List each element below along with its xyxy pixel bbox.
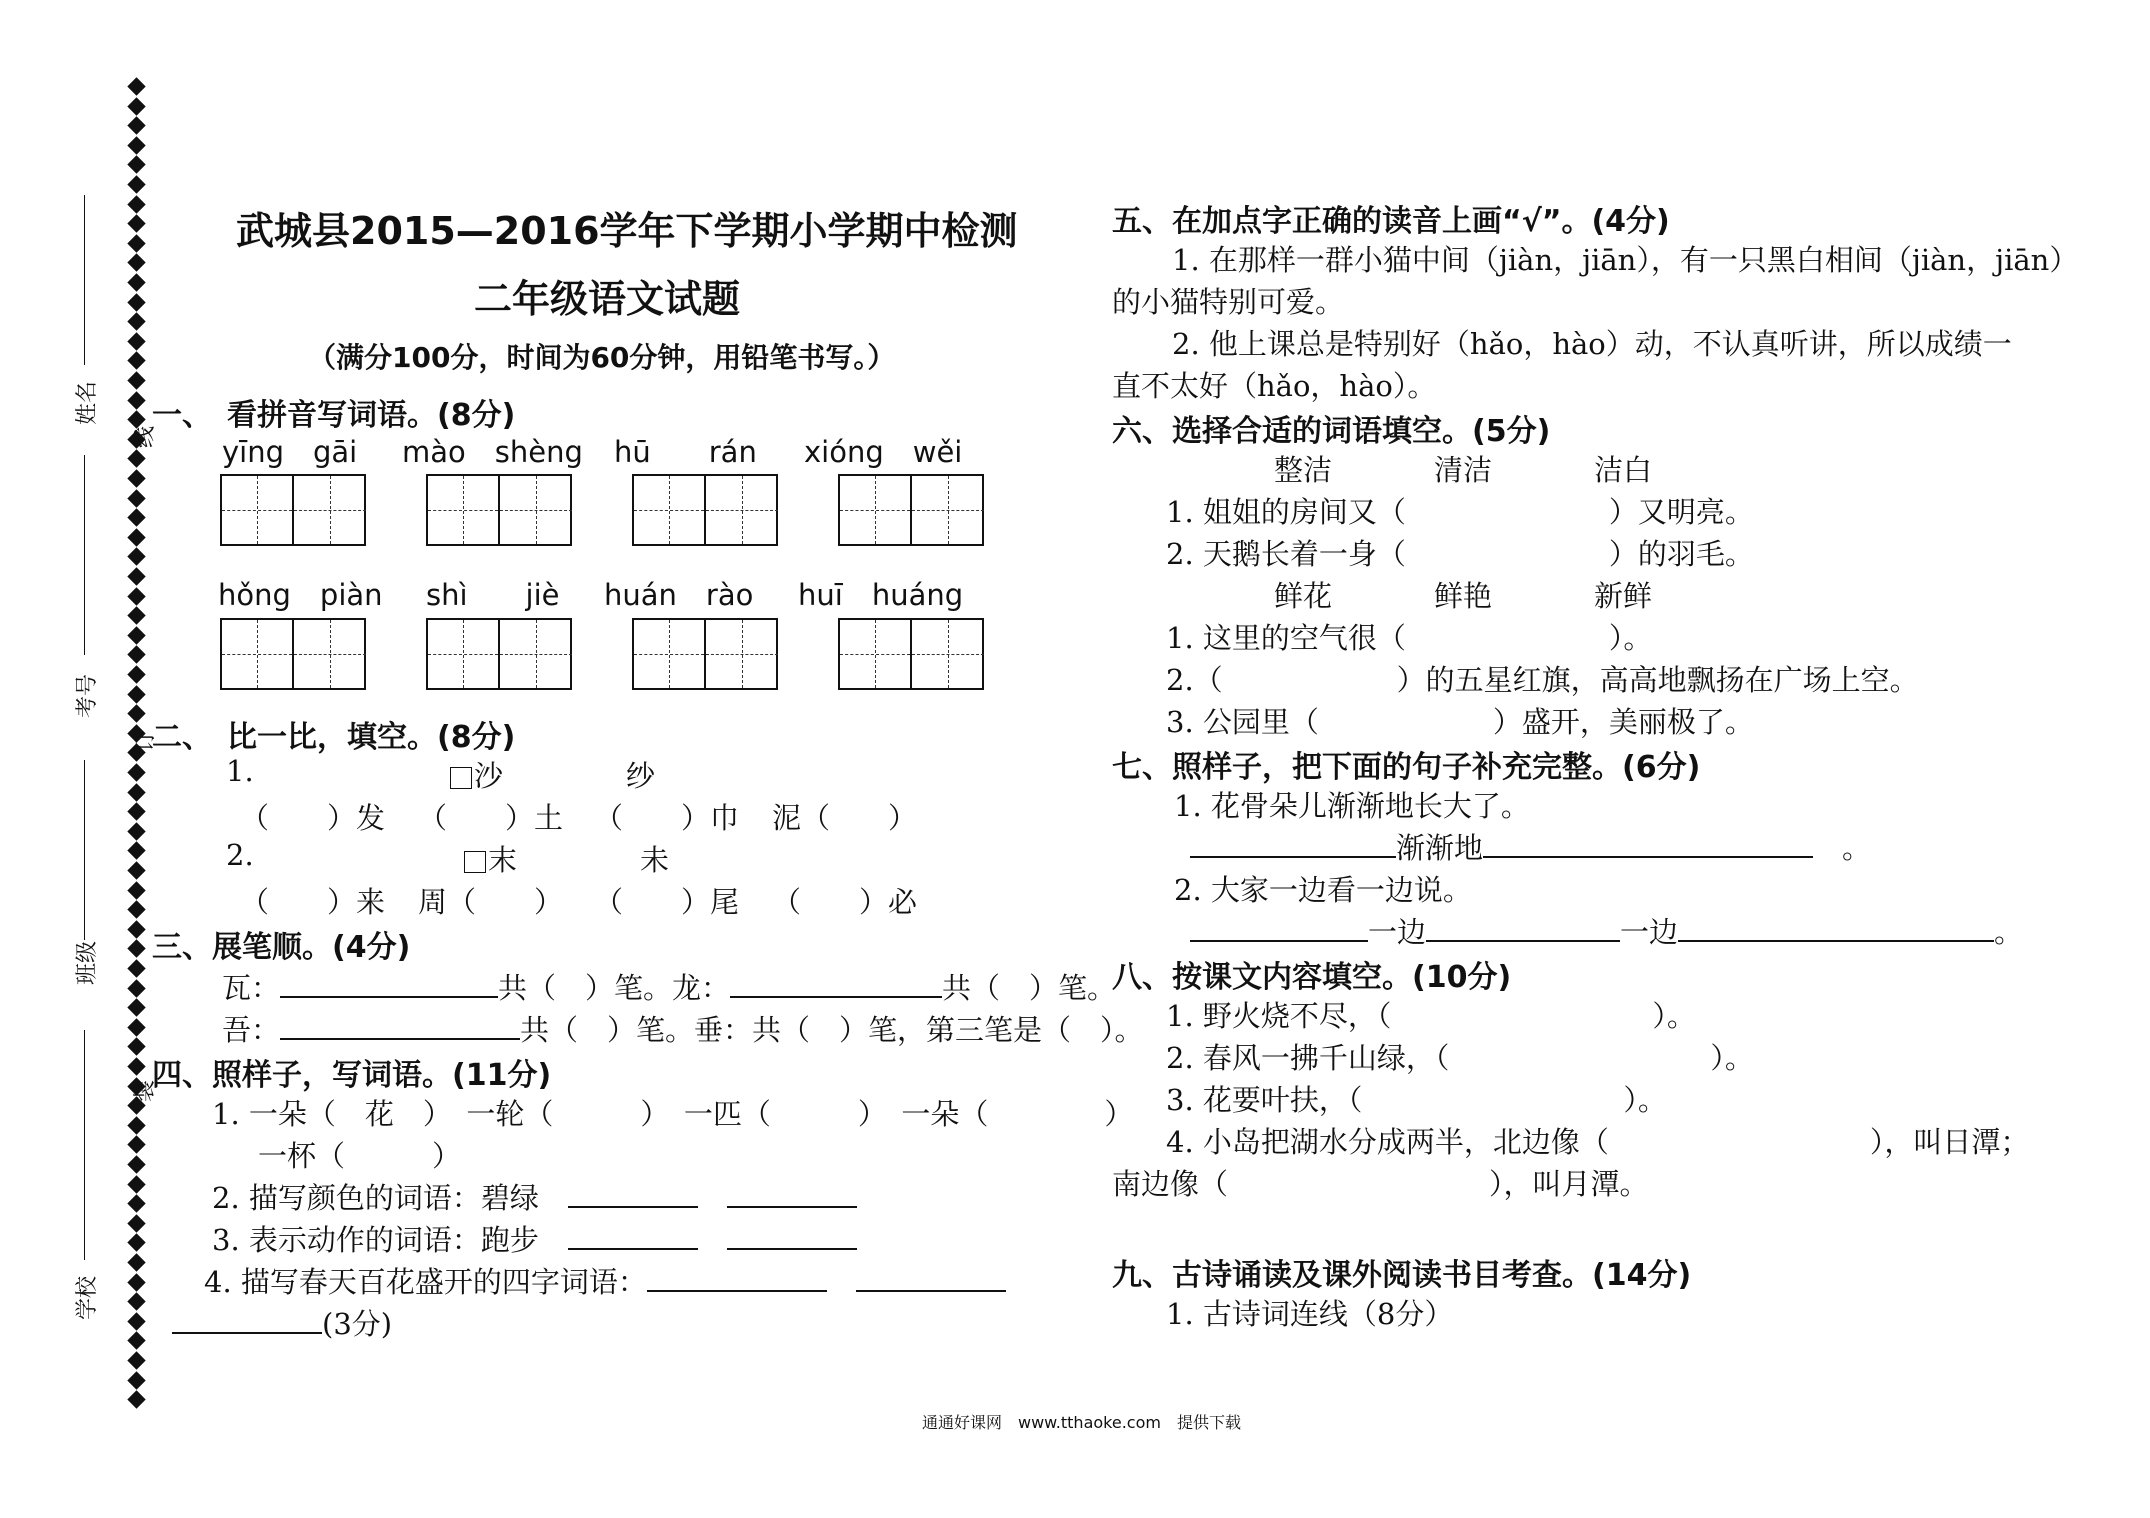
diamond-icon — [127, 822, 145, 840]
item-number: 2. — [226, 838, 254, 872]
name-line — [84, 195, 85, 365]
answer-blank[interactable] — [727, 1218, 857, 1250]
writing-grid[interactable] — [220, 474, 366, 546]
answer-blank[interactable] — [280, 1008, 520, 1040]
writing-grid[interactable] — [838, 474, 984, 546]
writing-grid[interactable] — [632, 618, 778, 690]
answer-blank[interactable] — [727, 1176, 857, 1208]
fill-sentence[interactable]: 1. 姐姐的房间又（ ）又明亮。 — [1166, 495, 1754, 529]
writing-grid[interactable] — [426, 474, 572, 546]
stroke-line: 瓦： 共（ ）笔。龙： 共（ ）笔。 — [222, 966, 1116, 1007]
answer-blank[interactable] — [1678, 910, 1994, 942]
fill-sentence[interactable]: 3. 花要叶扶，（ ）。 — [1166, 1083, 1667, 1117]
diamond-icon — [127, 940, 145, 958]
diamond-icon — [127, 77, 145, 95]
compare-char: 纱 — [626, 759, 656, 793]
footer-credit: 通通好课网 www.tthaoke.com 提供下载 — [922, 1413, 1241, 1432]
answer-blank[interactable] — [172, 1302, 322, 1334]
diamond-icon — [127, 1038, 145, 1056]
diamond-icon — [127, 508, 145, 526]
compare-char: 末 — [464, 838, 517, 879]
fill-sentence[interactable]: 4. 小岛把湖水分成两半，北边像（ ），叫日潭； — [1166, 1125, 2030, 1159]
blank-box-icon — [450, 767, 472, 789]
page-title: 武城县2015—2016学年下学期小学期中检测 — [236, 209, 1018, 253]
diamond-icon — [127, 1371, 145, 1389]
exam-no-line — [84, 455, 85, 655]
fill-item[interactable]: （ ）土 — [418, 801, 564, 835]
diamond-icon — [127, 332, 145, 350]
fill-sentence[interactable]: 1. 这里的空气很（ ）。 — [1166, 621, 1653, 655]
diamond-icon — [127, 1273, 145, 1291]
pinyin: hǒng piàn — [218, 578, 383, 612]
answer-blank[interactable] — [1426, 910, 1620, 942]
section4-heading: 四、照样子，写词语。(11分) — [152, 1058, 552, 1093]
diamond-icon — [127, 136, 145, 154]
xian-label: 线 — [133, 425, 158, 448]
school-label: 学校 — [75, 1275, 100, 1320]
diamond-icon — [127, 1351, 145, 1369]
diamond-icon — [127, 783, 145, 801]
diamond-icon — [127, 881, 145, 899]
section9-heading: 九、古诗诵读及课外阅读书目考查。(14分) — [1112, 1258, 1692, 1293]
diamond-icon — [127, 1312, 145, 1330]
section5-heading: 五、在加点字正确的读音上画“√”。(4分) — [1112, 204, 1670, 239]
answer-blank[interactable] — [280, 966, 498, 998]
pinyin: yīng gāi — [222, 435, 358, 469]
example-sentence: 2. 大家一边看一边说。 — [1174, 873, 1472, 907]
pinyin: xióng wěi — [804, 435, 963, 469]
diamond-icon — [127, 1194, 145, 1212]
question-text: 直不太好（hǎo，hào）。 — [1112, 369, 1437, 403]
blank-box-icon — [464, 851, 486, 873]
diamond-icon — [127, 1390, 145, 1408]
diamond-icon — [127, 273, 145, 291]
fill-item[interactable]: 周（ ） — [418, 885, 564, 919]
answer-blank[interactable] — [1483, 826, 1813, 858]
diamond-icon — [127, 567, 145, 585]
question-text: 2. 他上课总是特别好（hǎo，hào）动，不认真听讲，所以成绩一 — [1172, 327, 2012, 361]
word-choice: 鲜艳 — [1434, 579, 1493, 613]
question-text: 的小猫特别可爱。 — [1112, 285, 1345, 319]
diamond-icon — [127, 234, 145, 252]
fill-sentence[interactable]: 3. 公园里（ ）盛开，美丽极了。 — [1166, 705, 1754, 739]
exam-no-label: 考号 — [75, 673, 100, 718]
compare-char: 沙 — [450, 754, 503, 795]
diamond-icon — [127, 548, 145, 566]
word-choice: 清洁 — [1434, 453, 1493, 487]
color-words-line: 2. 描写颜色的词语：碧绿 — [212, 1176, 857, 1217]
pinyin: mào shèng — [402, 435, 583, 469]
section2-heading: 二、 比一比，填空。(8分) — [152, 720, 516, 755]
pinyin: shì jiè — [426, 578, 560, 612]
diamond-icon — [127, 802, 145, 820]
diamond-icon — [127, 606, 145, 624]
diamond-icon — [127, 959, 145, 977]
name-label: 姓名 — [75, 380, 100, 425]
diamond-icon — [127, 1214, 145, 1232]
diamond-icon — [127, 175, 145, 193]
answer-blank[interactable] — [856, 1260, 1006, 1292]
sentence-fill-line: 一边 一边 。 — [1190, 910, 2023, 951]
diamond-icon — [127, 920, 145, 938]
section7-heading: 七、照样子，把下面的句子补充完整。(6分) — [1112, 750, 1701, 785]
writing-grid[interactable] — [220, 618, 366, 690]
fill-item[interactable]: （ ）巾 — [594, 801, 740, 835]
pinyin: huī huáng — [798, 578, 964, 612]
diamond-icon — [127, 1292, 145, 1310]
diamond-icon — [127, 116, 145, 134]
fill-item[interactable]: （ ）来 — [240, 885, 386, 919]
stroke-line: 吾： 共（ ）笔。垂：共（ ）笔，第三笔是（ ）。 — [222, 1008, 1144, 1049]
diamond-icon — [127, 1253, 145, 1271]
section6-heading: 六、选择合适的词语填空。(5分) — [1112, 414, 1551, 449]
diamond-icon — [127, 1057, 145, 1075]
diamond-icon — [127, 1018, 145, 1036]
diamond-icon — [127, 685, 145, 703]
diamond-icon — [127, 1136, 145, 1154]
diamond-icon — [127, 861, 145, 879]
answer-blank[interactable] — [730, 966, 942, 998]
writing-grid[interactable] — [838, 618, 984, 690]
answer-blank[interactable] — [647, 1260, 827, 1292]
word-choice: 洁白 — [1594, 453, 1653, 487]
fill-sentence[interactable]: 1. 野火烧不尽，（ ）。 — [1166, 999, 1696, 1033]
answer-blank[interactable] — [1190, 826, 1396, 858]
action-words-line: 3. 表示动作的词语：跑步 — [212, 1218, 857, 1259]
diamond-icon — [127, 214, 145, 232]
page-subtitle: 二年级语文试题 — [474, 277, 741, 321]
exam-note: （满分100分，时间为60分钟，用铅笔书写。） — [308, 341, 896, 374]
writing-grid[interactable] — [426, 618, 572, 690]
diamond-icon — [127, 391, 145, 409]
diamond-icon — [127, 156, 145, 174]
fill-item[interactable]: 泥（ ） — [772, 801, 918, 835]
diamond-icon — [127, 646, 145, 664]
compare-char: 未 — [640, 843, 670, 877]
spring-words-line-2: (3分) — [172, 1302, 392, 1343]
diamond-icon — [127, 352, 145, 370]
fill-item[interactable]: （ ）发 — [240, 801, 386, 835]
fill-sentence[interactable]: 2.（ ）的五星红旗，高高地飘扬在广场上空。 — [1166, 663, 1919, 697]
fill-item[interactable]: （ ）必 — [772, 885, 918, 919]
diamond-icon — [127, 626, 145, 644]
spring-words-line: 4. 描写春天百花盛开的四字词语： — [204, 1260, 1006, 1301]
diamond-icon — [127, 312, 145, 330]
section3-heading: 三、展笔顺。(4分) — [152, 930, 411, 965]
fill-sentence[interactable]: 2. 春风一拂千山绿，（ ）。 — [1166, 1041, 1754, 1075]
diamond-icon — [127, 254, 145, 272]
diamond-icon — [127, 469, 145, 487]
answer-blank[interactable] — [568, 1176, 698, 1208]
fill-item[interactable]: （ ）尾 — [594, 885, 740, 919]
diamond-icon — [127, 763, 145, 781]
section1-heading: 一、 看拼音写词语。(8分) — [152, 398, 516, 433]
pinyin: hū rán — [614, 435, 757, 469]
diamond-icon — [127, 979, 145, 997]
diamond-icon — [127, 1175, 145, 1193]
fill-sentence[interactable]: 南边像（ ），叫月潭。 — [1112, 1167, 1649, 1201]
diamond-icon — [127, 195, 145, 213]
diamond-icon — [127, 1234, 145, 1252]
fill-sentence[interactable]: 2. 天鹅长着一身（ ）的羽毛。 — [1166, 537, 1754, 571]
diamond-icon — [127, 489, 145, 507]
ding-label: 订 — [133, 729, 158, 752]
diamond-icon — [127, 97, 145, 115]
word-choice: 整洁 — [1274, 453, 1333, 487]
word-choice: 鲜花 — [1274, 579, 1333, 613]
pinyin: huán rào — [604, 578, 754, 612]
diamond-icon — [127, 665, 145, 683]
diamond-icon — [127, 587, 145, 605]
class-line — [84, 760, 85, 940]
diamond-icon — [127, 1116, 145, 1134]
diamond-icon — [127, 293, 145, 311]
question-text: 1. 在那样一群小猫中间（jiàn，jiān），有一只黑白相间（jiàn，jiān） — [1172, 243, 2079, 277]
binding-diamond-border — [126, 80, 152, 1430]
example-sentence: 1. 花骨朵儿渐渐地长大了。 — [1174, 789, 1530, 823]
diamond-icon — [127, 704, 145, 722]
measure-word-line[interactable]: 一杯（ ） — [258, 1139, 462, 1173]
school-line — [84, 1030, 85, 1260]
writing-grid[interactable] — [632, 474, 778, 546]
diamond-icon — [127, 528, 145, 546]
diamond-icon — [127, 1332, 145, 1350]
word-choice: 新鲜 — [1594, 579, 1653, 613]
answer-blank[interactable] — [568, 1218, 698, 1250]
class-label: 班级 — [75, 940, 100, 985]
sub-question: 1. 古诗词连线（8分） — [1166, 1297, 1454, 1331]
zhuang-label: 装 — [133, 1079, 158, 1102]
item-number: 1. — [226, 754, 254, 788]
diamond-icon — [127, 450, 145, 468]
section8-heading: 八、按课文内容填空。(10分) — [1112, 960, 1512, 995]
answer-blank[interactable] — [1190, 910, 1368, 942]
diamond-icon — [127, 1155, 145, 1173]
sentence-fill-line: 渐渐地 。 — [1190, 826, 1871, 867]
diamond-icon — [127, 998, 145, 1016]
diamond-icon — [127, 842, 145, 860]
measure-word-line[interactable]: 1. 一朵（ 花 ） 一轮（ ） 一匹（ ） 一朵（ ） — [212, 1097, 1134, 1131]
diamond-icon — [127, 371, 145, 389]
diamond-icon — [127, 900, 145, 918]
